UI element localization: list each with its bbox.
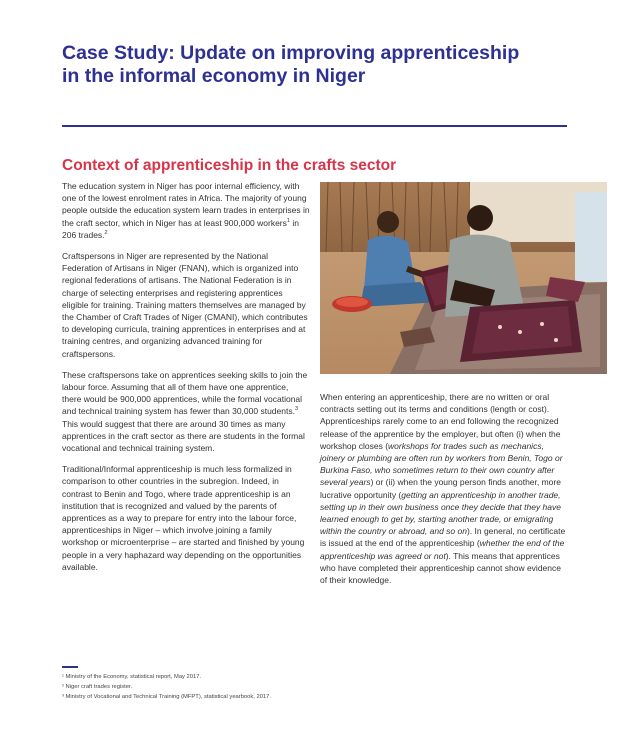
- right-column: [320, 391, 568, 595]
- page-title: Case Study: Update on improving apprenticeship in the informal economy in Niger: [62, 42, 520, 87]
- footnote-2: ² Niger craft trades register.: [62, 684, 133, 690]
- paragraph-1: The education system in Niger has poor internal efficiency, with one of the lowest enrolment rates in Africa. The majority of young people outside the education system learn trades in enterprises in the craft sector, which in Niger has at least 900,000 workers$^1$ in 206 trades.$^2$: [62, 181, 310, 240]
- paragraph-4: Traditional/Informal apprenticeship is much less formalized in comparison to other countries in the subregion. Indeed, in contrast to Benin and Togo, where trade apprenticeship is an institution that is recognized and valued by the parents of apprentices as a way to prepare for entry into the labour force, apprenticeships in Niger – which involve joining a family workshop or microenterprise – are started and finished by young people in a very haphazard way depending on the opportunities available.: [62, 464, 305, 572]
- paragraph-5: When entering an apprenticeship, there are no written or oral contracts setting out its terms and conditions (length or cost). Apprenticeships rarely come to an end following the recognized release of the apprentice by the employer, but often (i) when the workshop closes (workshops for trades such as mechanics, joinery or plumbing are often run by workers from Benin, Togo or Burkina Faso, who sometimes return to their own country after several years) or (ii) when the young person finds another, more lucrative opportunity (getting an apprenticeship in another trade, setting up in their own business once they decide that they have learned enough to get by, starting another trade, or emigrating within the country or abroad, and so on). In general, no certificate is issued at the end of the apprenticeship (whether the end of the apprenticeship was agreed or not). This means that apprentices who have completed their apprenticeship cannot show evidence of their knowledge.: [320, 392, 566, 586]
- craftsmen-photo: [320, 182, 607, 374]
- footnote-1: ¹ Ministry of the Economy, statistical report, May 2017.: [62, 674, 202, 680]
- footnote-divider: [62, 666, 78, 668]
- section-heading: Context of apprenticeship in the crafts sector: [62, 157, 397, 174]
- footnotes: [62, 672, 562, 702]
- left-column: [62, 180, 310, 582]
- title-divider: [62, 125, 567, 127]
- footnote-3: ³ Ministry of Vocational and Technical Training (MFPT), statistical yearbook, 2017.: [62, 694, 271, 700]
- paragraph-3: These craftspersons take on apprentices seeking skills to join the labour force. Assuming that all of them have one apprentice, there would be 900,000 apprentices, while the formal vocational and technical training system has fewer than 30,000 students.$^3$ This would suggest that there are around 30 times as many apprentices in the craft sector as there are students in the formal vocational and technical training system.: [62, 369, 308, 454]
- paragraph-2: Craftspersons in Niger are represented by the National Federation of Artisans in Niger (FNAN), which is organized into regional federations of artisans. The National Federation is in charge of selecting enterprises and registering apprentices eligible for training. Training matters themselves are managed by the Chamber of Craft Trades of Niger (CMANI), which contributes to developing curricula, training apprentices in enterprises and at training centres, and organizing advanced training for craftspersons.: [62, 251, 308, 359]
